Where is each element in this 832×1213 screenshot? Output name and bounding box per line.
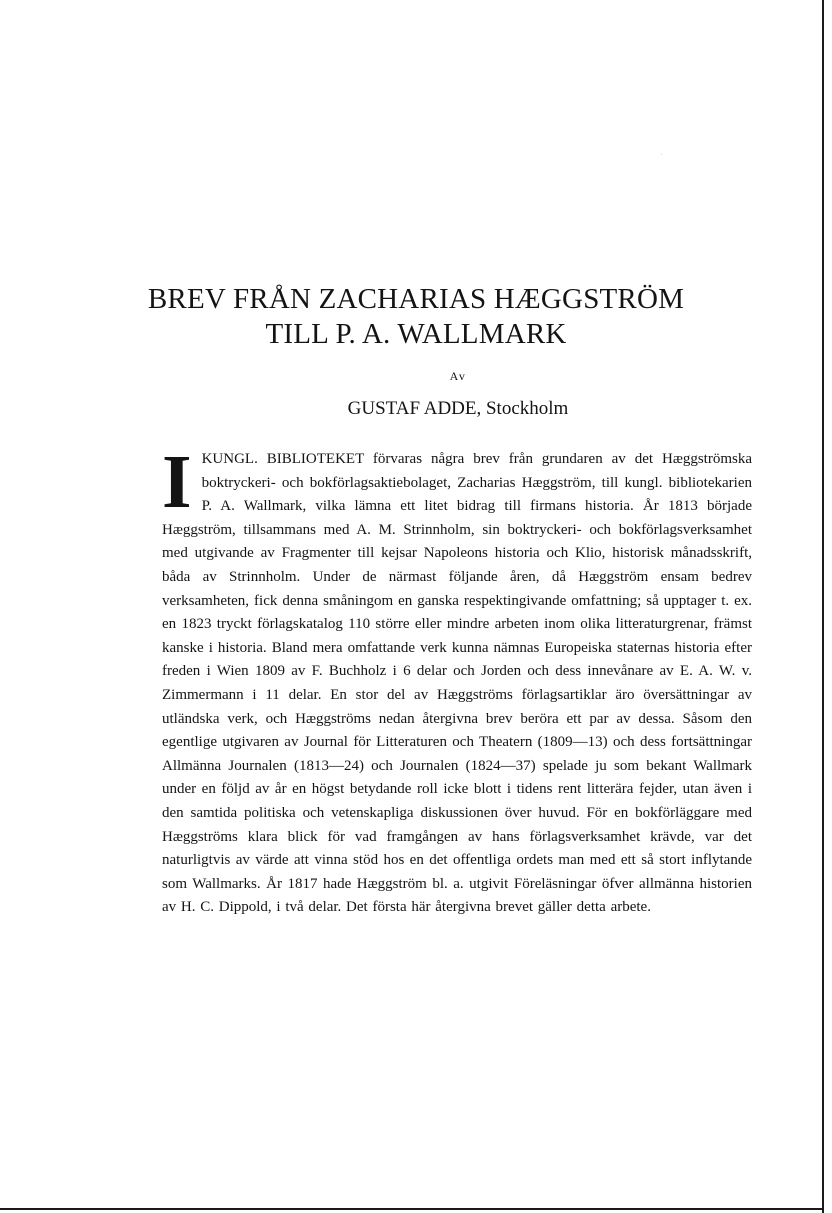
article-title (100, 282, 732, 352)
body-text: KUNGL. BIBLIOTEKET förvaras några brev från grundaren av det Hæggströmska boktryckeri- och bokförlagsaktiebolaget, Zacharias Hæggström, till kungl. bibliotekarien P. A. Wallmark, vilka lämna ett litet bidrag till firmans historia. År 1813 började Hæggström, tillsammans med A. M. Strinnholm, sin boktryckeri- och bokförlagsverksamhet med utgivande av Fragmenter till kejsar Napoleons historia och Klio, historisk månadsskrift, båda av Strinnholm. Under de närmast följande åren, då Hæggström ensam bedrev verksamheten, fick denna småningom en ganska respektingivande omfattning; så upptager t. ex. en 1823 tryckt förlagskatalog 110 större eller mindre arbeten inom olika litteraturgrenar, främst kanske i historia. Bland mera omfattande verk kunna nämnas Europeiska staternas historia efter freden i Wien 1809 av F. Buchholz i 6 delar och Jorden och dess innevånare av E. A. W. v. Zimmermann i 11 delar. En stor del av Hæggströms förlagsartiklar äro översättningar av utländska verk, och Hæggströms nedan återgivna brev beröra ett par av dessa. Såsom den egentlige utgivaren av Journal för Litteraturen och Theatern (1809—13) och dess fortsättningar Allmänna Journalen (1813—24) och Journalen (1824—37) spelade ju som bekant Wallmark under en följd av år en högst betydande roll icke blott i tidens rent litterära fejder, utan även i den samtida politiska och vetenskapliga diskussionen över huvud. För en bokförläggare med Hæggströms klara blick för vad framgången av hans förlagsverksamhet krävde, var det naturligtvis av värde att vinna stöd hos en det offentliga ordets man med ett så stort inflytande som Wallmarks. År 1817 hade Hæggström bl. a. utgivit Föreläsningar öfver allmänna historien av H. C. Dippold, i två delar. Det första här återgivna brevet gäller detta arbete. (162, 451, 752, 916)
body-paragraph (162, 440, 752, 920)
byline-av: Av (449, 369, 467, 383)
article-title-line-2: TILL P. A. WALLMARK (265, 318, 567, 350)
drop-cap: I (162, 440, 192, 524)
page-edge-bottom (0, 1208, 824, 1210)
byline-author: GUSTAF ADDE, Stockholm (347, 398, 569, 419)
scan-speck: · (660, 150, 663, 159)
article-title-line-1: BREV FRÅN ZACHARIAS HÆGGSTRÖM (147, 283, 685, 315)
page-edge-right (822, 0, 824, 1213)
